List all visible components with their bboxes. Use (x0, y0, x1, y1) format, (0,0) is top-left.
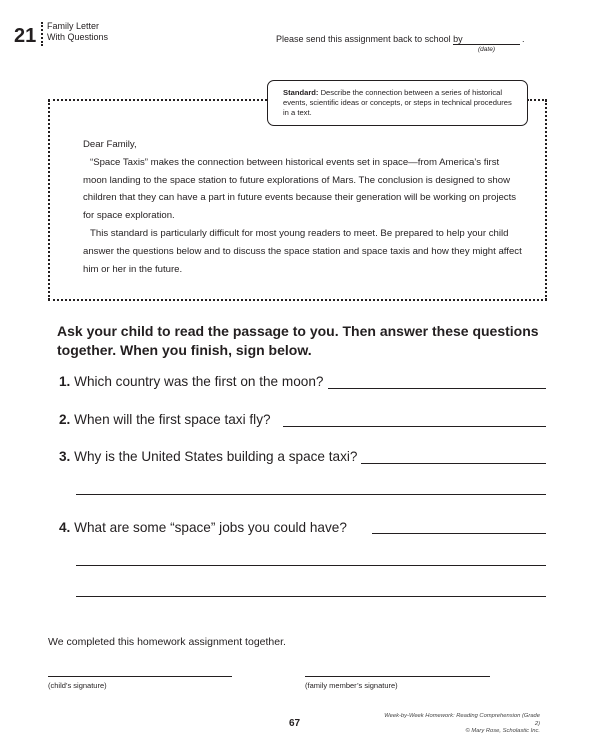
question-3 (59, 449, 357, 465)
letter-box-border-right (545, 100, 547, 300)
header-title-line1: Family Letter (47, 21, 100, 31)
letter-greeting: Dear Family, (83, 139, 137, 150)
answer-line-1[interactable] (328, 388, 546, 389)
answer-line-3[interactable] (361, 463, 546, 464)
footer-credit-line2: © Mary Rose, Scholastic Inc. (465, 728, 540, 733)
family-signature-label: (family member’s signature) (305, 681, 398, 690)
standard-label: Standard: (283, 88, 319, 97)
answer-line-2[interactable] (283, 426, 546, 427)
answer-line-4[interactable] (372, 533, 546, 534)
child-signature-label: (child’s signature) (48, 681, 107, 690)
footer-credit (380, 713, 540, 733)
question-number: 3. (59, 449, 71, 464)
letter-box-border-top-right (527, 99, 547, 101)
send-back-text: Please send this assignment back to school by (276, 34, 463, 44)
question-number: 2. (59, 412, 71, 427)
letter-box-border-bottom (48, 299, 547, 301)
header-title (47, 21, 108, 43)
lesson-number: 21 (14, 25, 37, 47)
instructions: Ask your child to read the passage to you. Then answer these questions together. When you finish, sign below. (57, 323, 539, 358)
answer-line-4b[interactable] (76, 565, 546, 566)
header-divider (41, 22, 43, 46)
question-text: Why is the United States building a space taxi? (74, 449, 358, 464)
answer-line-3b[interactable] (76, 494, 546, 495)
completed-statement: We completed this homework assignment together. (48, 636, 286, 648)
footer-credit-line1: Week-by-Week Homework: Reading Comprehension (Grade 2) (384, 713, 540, 727)
page-number: 67 (289, 718, 301, 729)
answer-line-4c[interactable] (76, 596, 546, 597)
question-text: Which country was the first on the moon? (74, 374, 324, 389)
letter-paragraph-2: This standard is particularly difficult for most young readers to meet. Be prepared to help your child answer the questions below and to discuss the space station and space taxis and how they might affect him or her in the future. (83, 227, 522, 275)
date-label: (date) (478, 46, 495, 53)
family-signature-line[interactable] (305, 676, 490, 677)
send-back-period: . (522, 34, 525, 44)
family-letter (83, 136, 523, 278)
child-signature-line[interactable] (48, 676, 232, 677)
question-1 (59, 374, 323, 390)
question-text: When will the first space taxi fly? (74, 412, 271, 427)
date-field[interactable] (453, 44, 520, 45)
letter-box-border-left (48, 100, 50, 300)
question-2 (59, 412, 271, 428)
question-4 (59, 520, 347, 536)
question-number: 1. (59, 374, 71, 389)
question-number: 4. (59, 520, 71, 535)
standard-box (267, 80, 528, 126)
question-text: What are some “space” jobs you could have? (74, 520, 347, 535)
header-title-line2: With Questions (47, 32, 109, 42)
letter-box-border-top-left (48, 99, 267, 101)
standard-text: Describe the connection between a series of historical events, scientific ideas or concepts, or steps in technical procedures in a text. (283, 88, 512, 117)
letter-paragraph-1: “Space Taxis” makes the connection between historical events set in space—from America’s first moon landing to the space station to future explorations of Mars. The conclusion is designed to show children that they can have a part in future events because their generation will be working on projects for space exploration. (83, 156, 517, 222)
